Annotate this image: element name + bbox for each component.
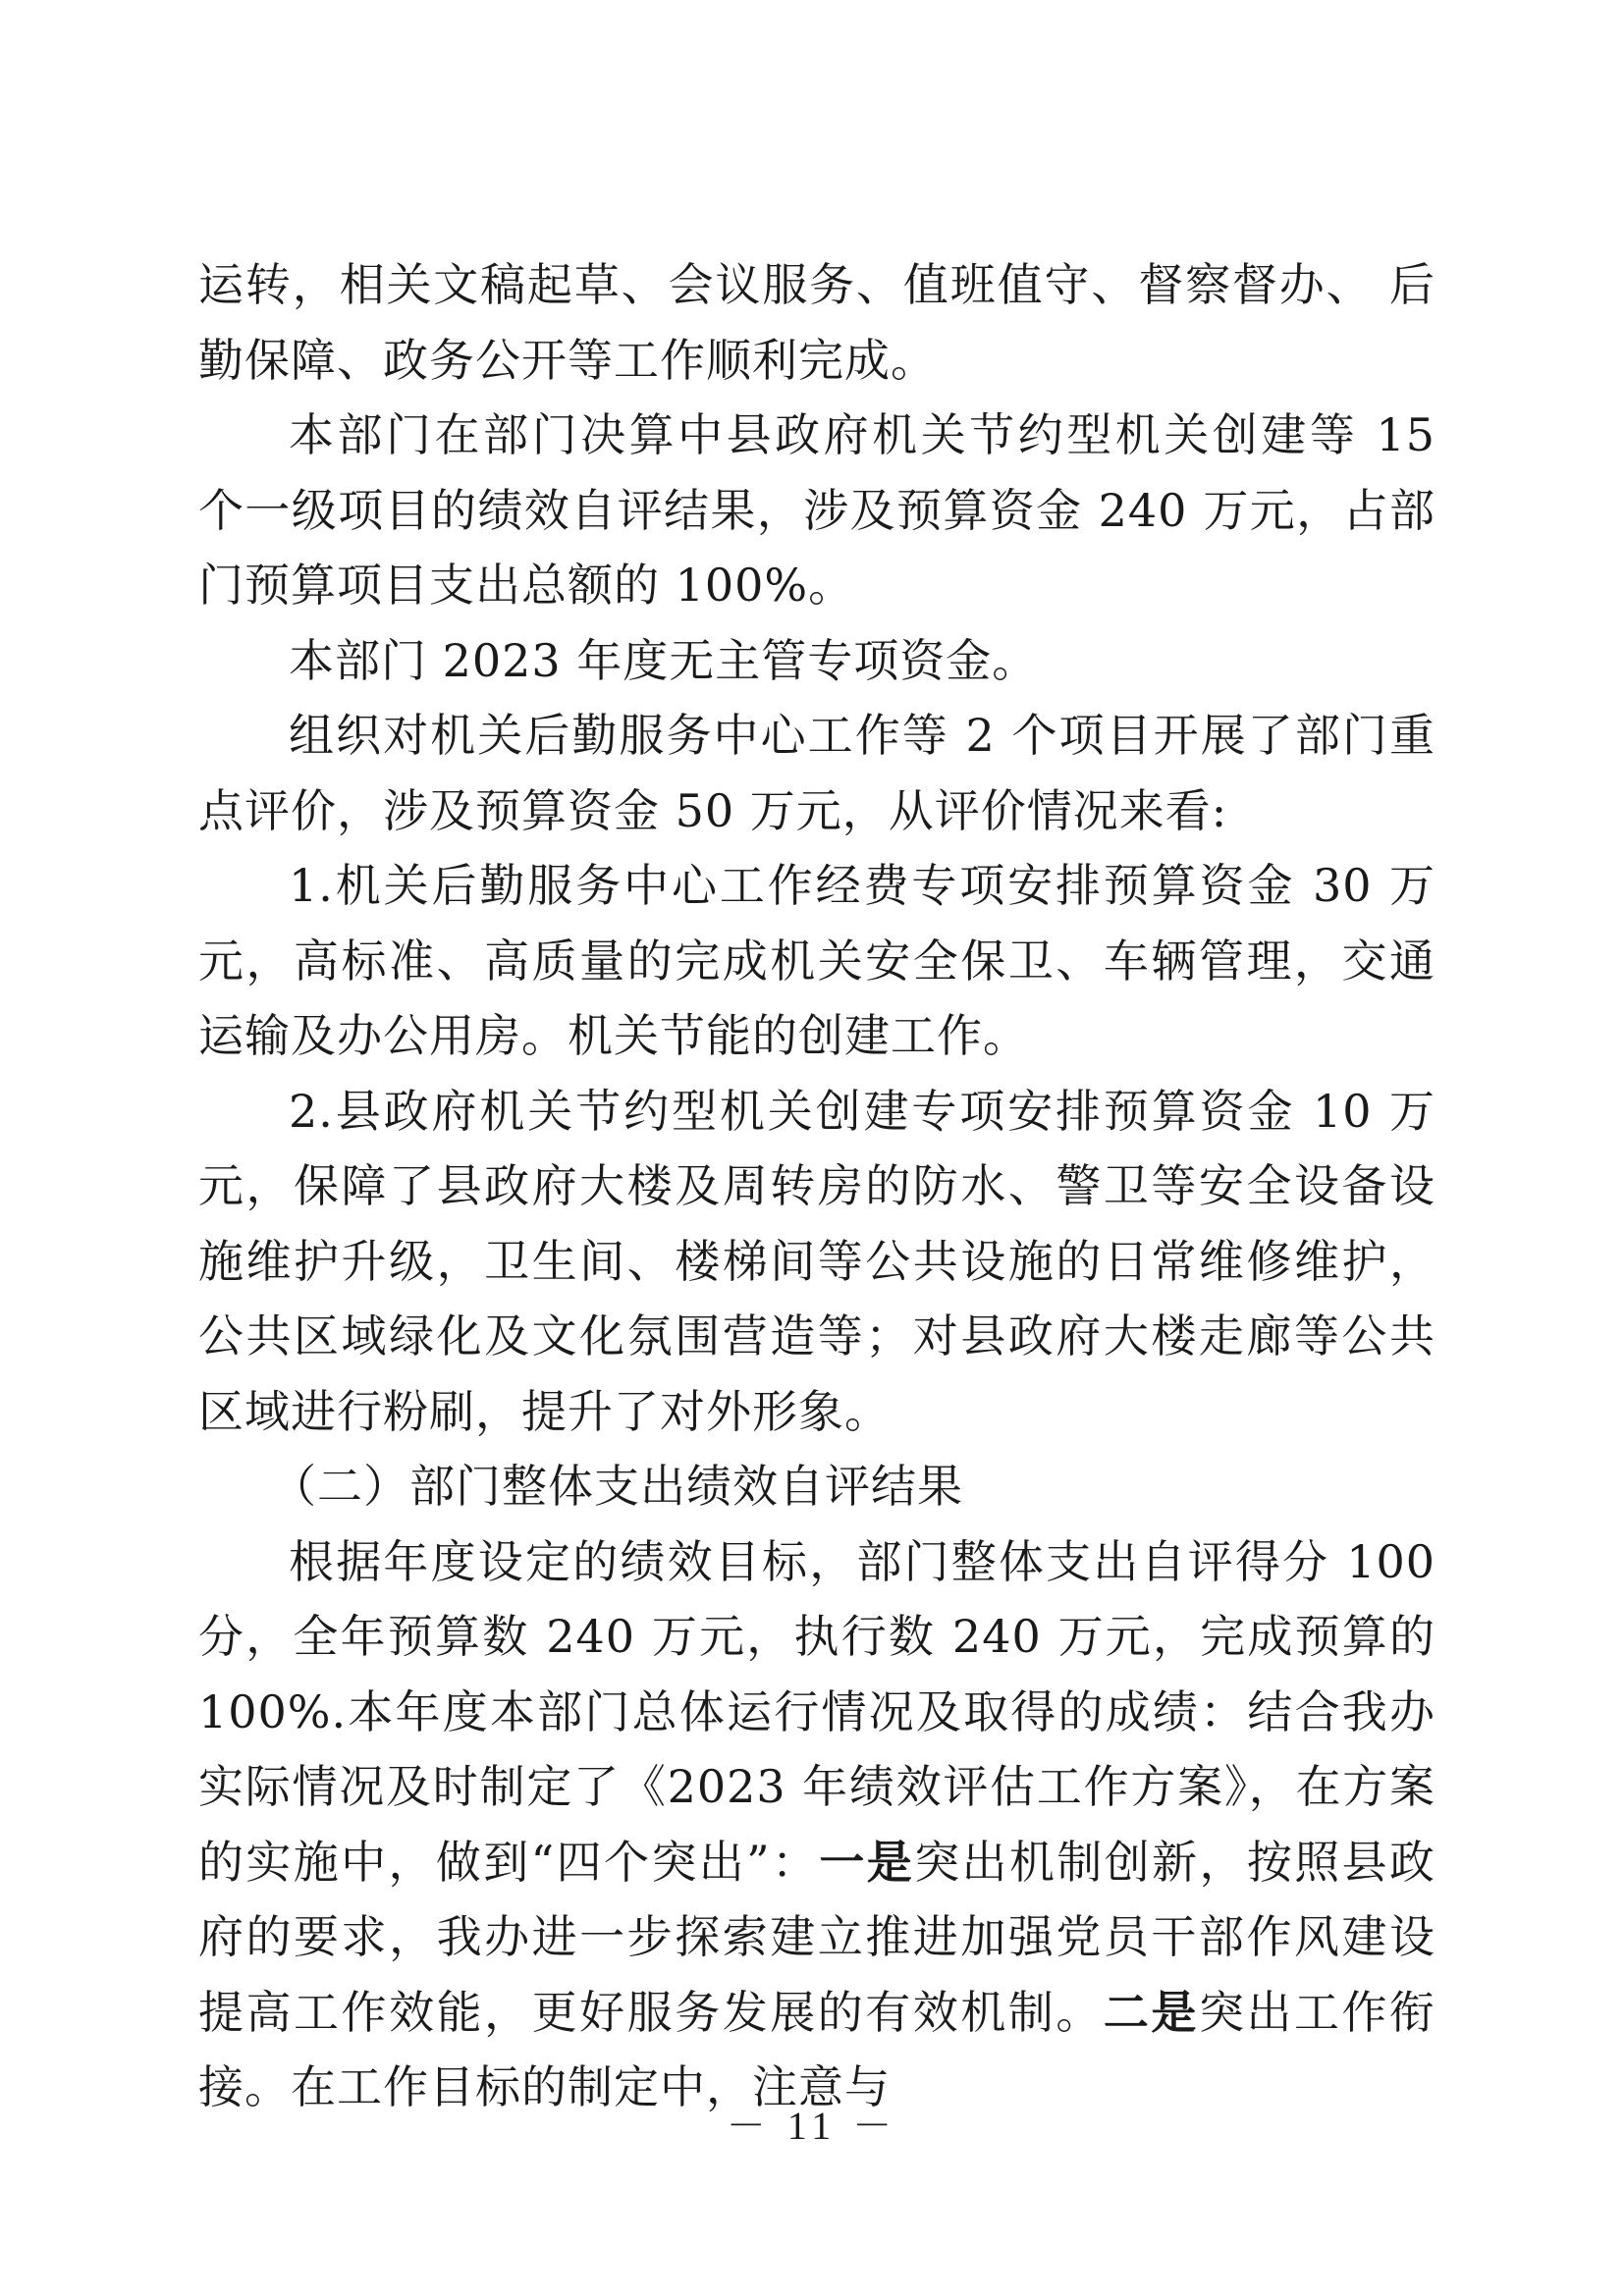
section-heading: （二）部门整体支出绩效自评结果 [271,1460,963,1513]
paragraph-7-text-2: 突出机制创新，按照县政府的要求，我办进一步探索建立推进加强党员干部作风建设提高工作效能，更好服务发展的有效机制。 [198,1835,1435,2039]
paragraph-1: 运转，相关文稿起草、会议服务、值班值守、督察督办、 后勤保障、政务公开等工作顺利完成。 [198,258,1435,387]
emphasis-second: 二是 [1103,1985,1199,2039]
paragraph-5: 1.机关后勤服务中心工作经费专项安排预算资金 30 万元，高标准、高质量的完成机关安全保卫、车辆管理，交通运输及办公用房。机关节能的创建工作。 [198,859,1435,1062]
paragraph-7 [198,1524,1435,2125]
paragraph-7-text-1: 根据年度设定的绩效目标，部门整体支出自评得分 100 分，全年预算数 240 万元，执行数 240 万元，完成预算的 100%.本年度本部门总体运行情况及取得的成绩：结合我办实际情况及时制定了《2023 年绩效评估工作方案》，在方案的实施中，做到“四个突出”： [198,1534,1435,1889]
paragraph-3: 本部门 2023 年度无主管专项资金。 [289,633,1039,687]
emphasis-first: 一是 [819,1835,915,1889]
paragraph-2: 本部门在部门决算中县政府机关节约型机关创建等 15 个一级项目的绩效自评结果，涉及预算资金 240 万元，占部门预算项目支出总额的 100%。 [198,408,1435,612]
paragraph-7-text-3: 突出工作衔接。在工作目标的制定中，注意与 [198,1985,1436,2113]
paragraph-6: 2.县政府机关节约型机关创建专项安排预算资金 10 万元，保障了县政府大楼及周转房的防水、警卫等安全设备设施维护升级，卫生间、楼梯间等公共设施的日常维修维护，公共区域绿化及文化氛围营造等；对县政府大楼走廊等公共区域进行粉刷，提升了对外形象。 [198,1084,1435,1438]
paragraph-4: 组织对机关后勤服务中心工作等 2 个项目开展了部门重点评价，涉及预算资金 50 万元，从评价情况来看: [198,709,1435,837]
page-body [198,247,1435,2125]
page-number: － 11 － [726,2104,898,2148]
